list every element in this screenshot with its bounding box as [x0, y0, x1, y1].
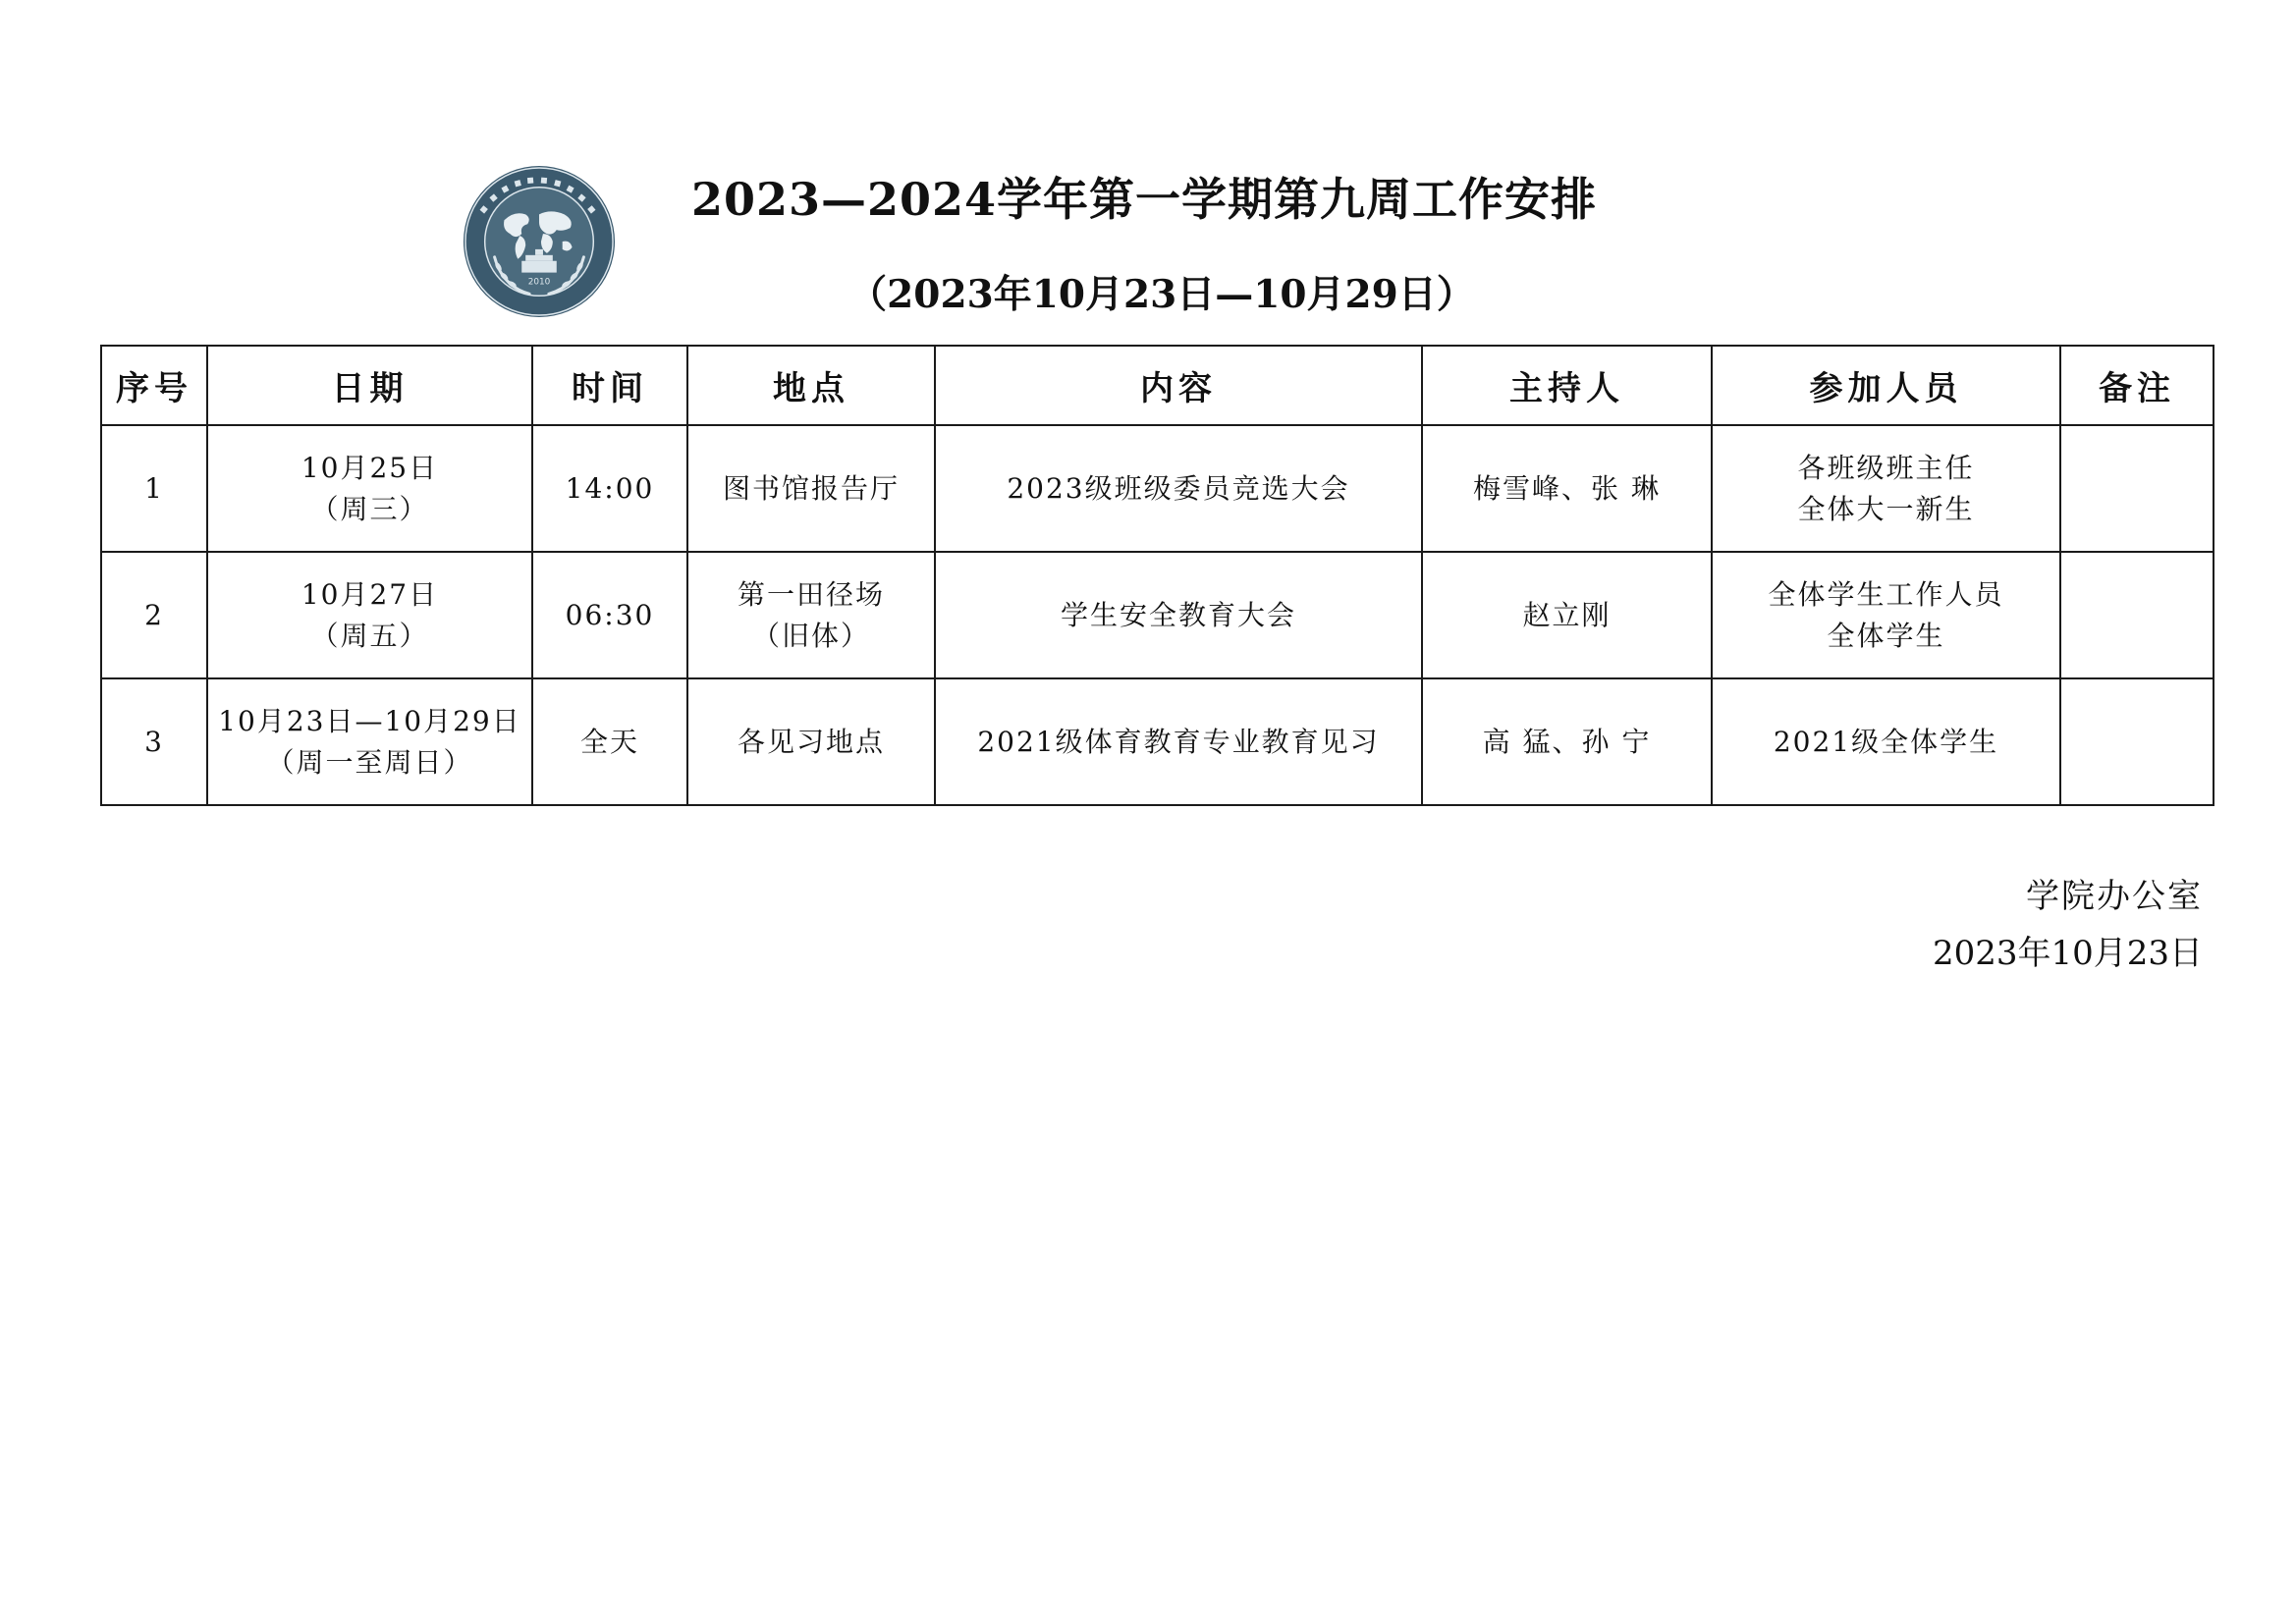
column-header-content: 内容 [935, 346, 1422, 425]
cell-time: 全天 [532, 678, 687, 805]
cell-date-weekday: （周一至周日） [266, 745, 473, 779]
cell-date-weekday: （周五） [310, 619, 429, 652]
cell-place-line: 图书馆报告厅 [722, 471, 900, 505]
cell-remark [2060, 552, 2214, 678]
column-header-remark: 备注 [2060, 346, 2214, 425]
cell-host: 赵立刚 [1422, 552, 1712, 678]
cell-time: 14:00 [532, 425, 687, 552]
cell-remark [2060, 678, 2214, 805]
issue-date: 2023年10月23日 [1932, 934, 2203, 973]
cell-host: 高 猛、孙 宁 [1422, 678, 1712, 805]
column-header-host: 主持人 [1422, 346, 1712, 425]
cell-place-line: 各见习地点 [737, 725, 885, 758]
cell-place-line: 第一田径场 [737, 577, 885, 611]
column-header-time: 时间 [532, 346, 687, 425]
cell-attendees [1712, 678, 2060, 805]
table-row [101, 678, 2214, 805]
cell-attendees [1712, 552, 2060, 678]
issuing-office: 学院办公室 [2026, 877, 2203, 916]
column-header-attendees: 参加人员 [1712, 346, 2060, 425]
cell-host: 梅雪峰、张 琳 [1422, 425, 1712, 552]
cell-date [207, 552, 532, 678]
cell-no: 3 [101, 678, 207, 805]
table-header-row [101, 346, 2214, 425]
column-header-no: 序号 [101, 346, 207, 425]
cell-place [687, 425, 935, 552]
schedule-table [100, 345, 2214, 806]
cell-attendees [1712, 425, 2060, 552]
svg-text:2010: 2010 [527, 277, 551, 288]
cell-remark [2060, 425, 2214, 552]
cell-attendees-line: 各班级班主任 [1797, 451, 1975, 484]
date-range-subtitle: （2023年10月23日—10月29日） [848, 272, 1475, 317]
column-header-date: 日期 [207, 346, 532, 425]
cell-attendees-line: 全体大一新生 [1797, 492, 1975, 525]
cell-content: 学生安全教育大会 [935, 552, 1422, 678]
cell-place [687, 552, 935, 678]
cell-time: 06:30 [532, 552, 687, 678]
cell-content: 2023级班级委员竞选大会 [935, 425, 1422, 552]
table-row [101, 552, 2214, 678]
cell-content: 2021级体育教育专业教育见习 [935, 678, 1422, 805]
cell-date [207, 678, 532, 805]
cell-no: 2 [101, 552, 207, 678]
cell-attendees-line: 2021级全体学生 [1773, 725, 1999, 758]
cell-date-line: 10月23日—10月29日 [218, 704, 521, 737]
cell-date [207, 425, 532, 552]
table-row [101, 425, 2214, 552]
cell-date-line: 10月25日 [301, 451, 439, 484]
cell-attendees-line: 全体学生 [1827, 619, 1945, 652]
cell-date-line: 10月27日 [301, 577, 439, 611]
document-title: 2023—2024学年第一学期第九周工作安排 [690, 173, 1598, 226]
cell-place [687, 678, 935, 805]
cell-attendees-line: 全体学生工作人员 [1768, 577, 2004, 611]
column-header-place: 地点 [687, 346, 935, 425]
cell-date-weekday: （周三） [310, 492, 429, 525]
cell-place-line: （旧体） [751, 619, 870, 652]
cell-no: 1 [101, 425, 207, 552]
